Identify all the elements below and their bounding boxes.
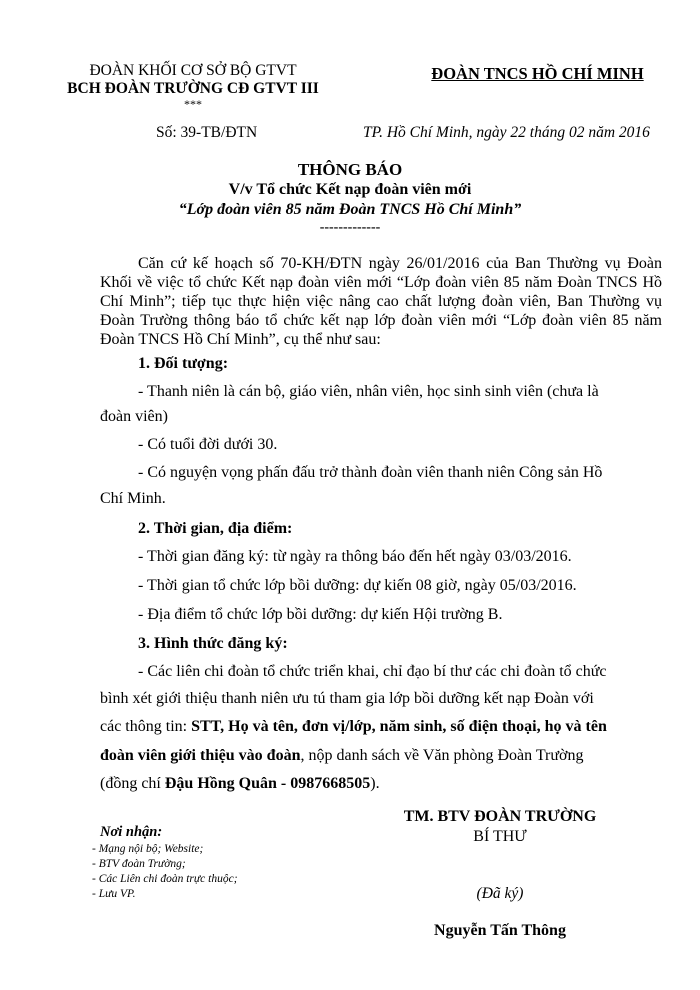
section-3-line-5	[100, 775, 662, 793]
section-2-heading: 2. Thời gian, địa điểm:	[138, 520, 293, 537]
recipients-list	[92, 842, 238, 902]
national-org-title: ĐOÀN TNCS HỒ CHÍ MINH	[431, 64, 644, 83]
section-1-item-3-cont: Chí Minh.	[100, 490, 166, 507]
intro-paragraph: Căn cứ kế hoạch số 70-KH/ĐTN ngày 26/01/2016 của Ban Thường vụ Đoàn Khối về việc tổ chức Kết nạp đoàn viên mới “Lớp đoàn viên 85 năm Đoàn TNCS Hồ Chí Minh”; tiếp tục thực hiện việc nâng cao chất lượng đoàn viên, Ban Thường vụ Đoàn Trường thông báo tổ chức kết nạp lớp đoàn viên mới “Lớp đoàn viên 85 năm Đoàn TNCS Hồ Chí Minh”, cụ thể như sau:	[100, 255, 662, 348]
section-3-info-fields-cont: đoàn viên giới thiệu vào đoàn	[100, 747, 301, 764]
section-1-heading: 1. Đối tượng:	[138, 355, 229, 372]
recipient-item: - BTV đoàn Trường;	[92, 858, 186, 870]
stars-divider: ***	[184, 97, 202, 111]
section-3-heading: 3. Hình thức đăng ký:	[138, 635, 288, 652]
section-2-item-1: - Thời gian đăng ký: từ ngày ra thông báo đến hết ngày 03/03/2016.	[138, 548, 572, 565]
recipient-item: - Các Liên chi đoàn trực thuộc;	[92, 873, 238, 885]
signed-note: (Đã ký)	[476, 885, 524, 902]
recipients-heading: Nơi nhận:	[100, 824, 163, 840]
signature-title: TM. BTV ĐOÀN TRƯỜNG	[403, 808, 597, 825]
section-3-line-4-text: , nộp danh sách về Văn phòng Đoàn Trường	[300, 747, 584, 764]
title-divider: -------------	[319, 220, 381, 235]
section-3-line-2: bình xét giới thiệu thanh niên ưu tú tham gia lớp bồi dưỡng kết nạp Đoàn với	[100, 690, 594, 707]
section-3-line-3-text: các thông tin:	[100, 718, 192, 735]
recipient-item: - Mạng nội bộ; Website;	[92, 843, 204, 855]
recipient-item: - Lưu VP.	[92, 888, 136, 900]
title-block	[150, 160, 550, 236]
section-2-item-2: - Thời gian tổ chức lớp bồi dưỡng: dự kiến 08 giờ, ngày 05/03/2016.	[138, 577, 577, 594]
section-1-item-1: - Thanh niên là cán bộ, giáo viên, nhân viên, học sinh sinh viên (chưa là	[138, 383, 599, 400]
contact-suffix: ).	[370, 775, 380, 792]
issuer-org: BCH ĐOÀN TRƯỜNG CĐ GTVT III	[67, 80, 319, 97]
section-3-line-3	[100, 718, 662, 736]
document-subject: V/v Tổ chức Kết nạp đoàn viên mới	[228, 181, 472, 198]
issuer-parent-org: ĐOÀN KHỐI CƠ SỞ BỘ GTVT	[89, 62, 297, 79]
document-title: THÔNG BÁO	[297, 160, 403, 179]
section-1-item-3: - Có nguyện vọng phấn đấu trở thành đoàn viên thanh niên Công sản Hồ	[138, 464, 603, 481]
section-2-item-3: - Địa điểm tổ chức lớp bồi dưỡng: dự kiến Hội trường B.	[138, 606, 503, 623]
document-number: Số: 39-TB/ĐTN	[156, 124, 258, 141]
section-1-item-1-cont: đoàn viên)	[100, 408, 168, 425]
contact-prefix: (đồng chí	[100, 775, 165, 792]
section-3-info-fields: STT, Họ và tên, đơn vị/lớp, năm sinh, số điện thoại, họ và tên	[191, 718, 607, 735]
section-3-line-1: - Các liên chi đoàn tổ chức triển khai, chỉ đạo bí thư các chi đoàn tổ chức	[138, 663, 607, 680]
document-subject-name: “Lớp đoàn viên 85 năm Đoàn TNCS Hồ Chí Minh”	[178, 201, 522, 218]
section-3-line-4	[100, 747, 662, 765]
signature-role: BÍ THƯ	[473, 828, 527, 845]
contact-person: Đậu Hồng Quân - 0987668505	[164, 775, 371, 792]
issuer-block	[58, 62, 328, 110]
document-date: TP. Hồ Chí Minh, ngày 22 tháng 02 năm 2016	[363, 124, 650, 141]
section-1-item-2: - Có tuổi đời dưới 30.	[138, 436, 278, 453]
signer-name: Nguyễn Tấn Thông	[434, 922, 566, 939]
